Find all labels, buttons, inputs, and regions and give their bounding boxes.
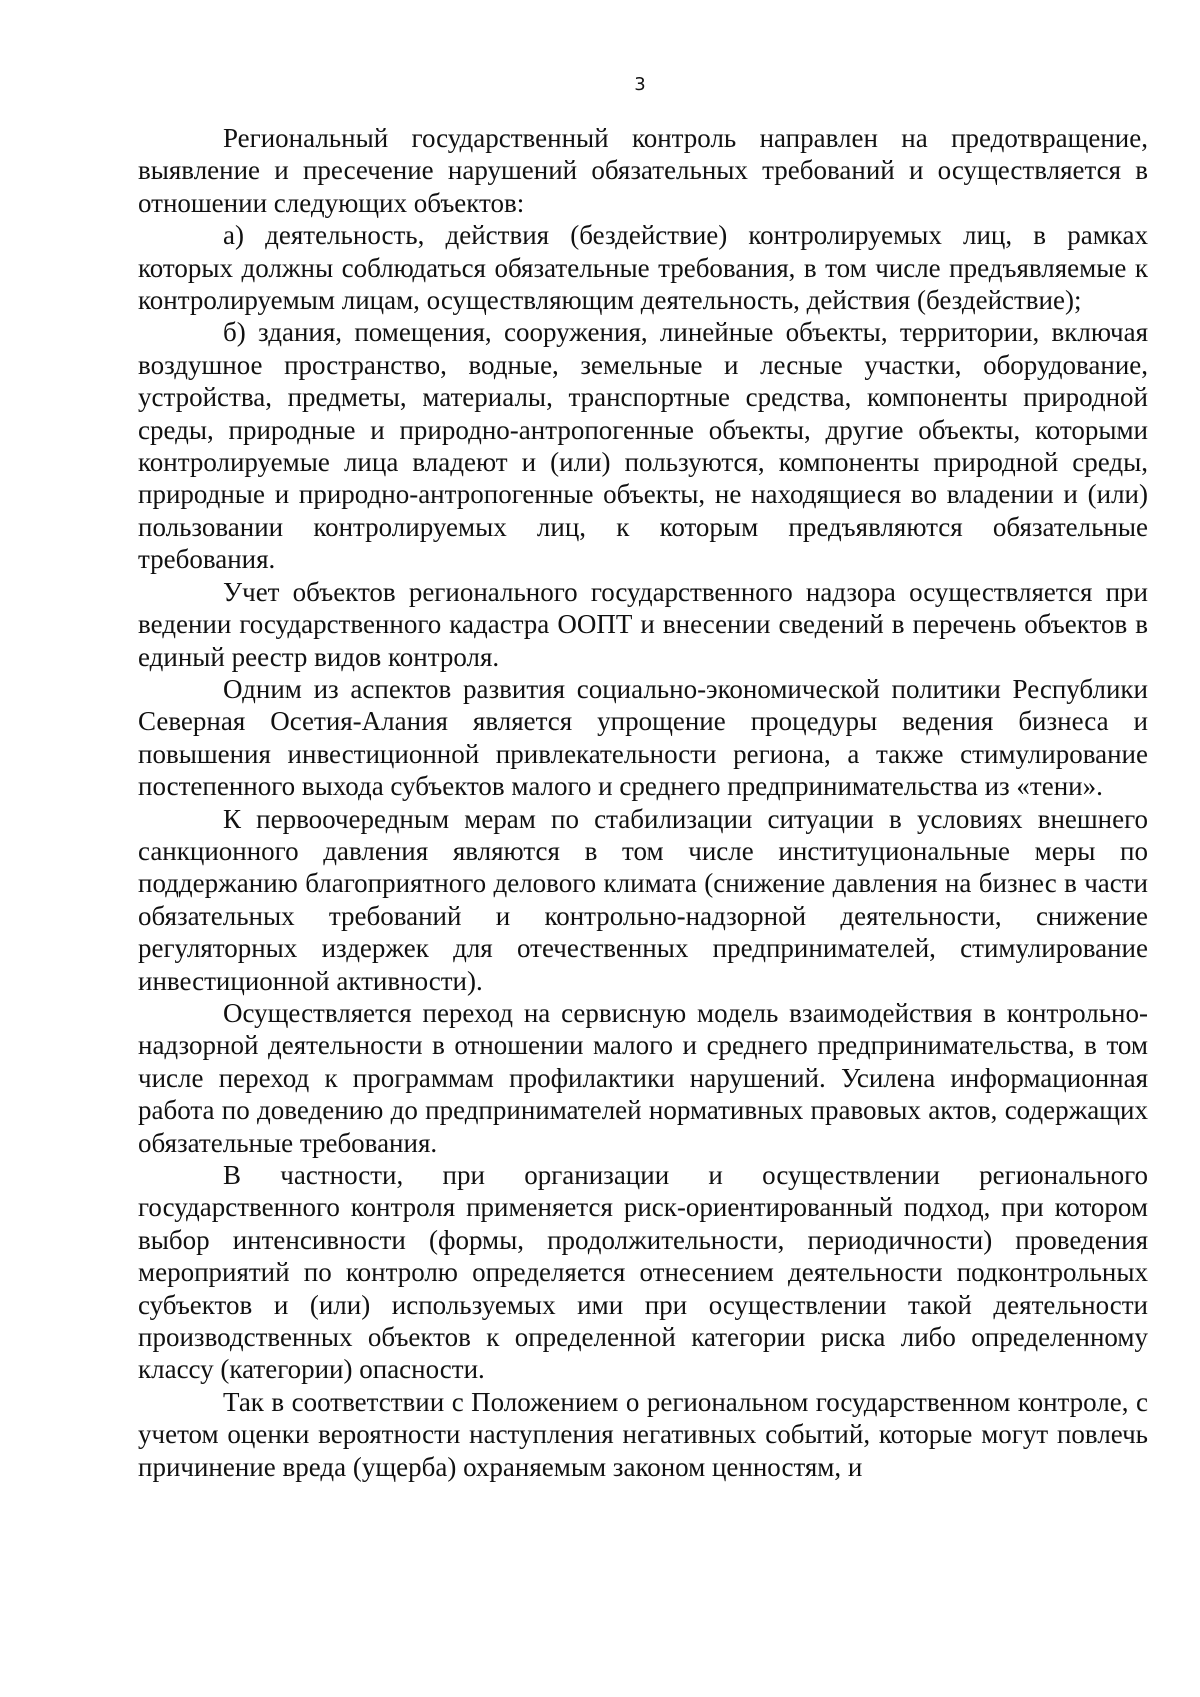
paragraph-objects-registry: Учет объектов регионального государственного надзора осуществляется при ведении государственного кадастра ООПТ и внесении сведений в перечень объектов в единый реестр видов контроля.: [138, 576, 1148, 672]
document-body: [138, 122, 1148, 1483]
paragraph-service-model: Осуществляется переход на сервисную модель взаимодействия в контрольно-надзорной деятельности в отношении малого и среднего предпринимательства, в том числе переход к программам профилактики нарушений. Усилена информационная работа по доведению до предпринимателей нормативных правовых актов, содержащих обязательные требования.: [138, 997, 1148, 1158]
paragraph-risk-approach: В частности, при организации и осуществлении регионального государственного контроля применяется риск-ориентированный подход, при котором выбор интенсивности (формы, продолжительности, периодичности) проведения мероприятий по контролю определяется отнесением деятельности подконтрольных субъектов и (или) используемых ими при осуществлении такой деятельности производственных объектов к определенной категории риска либо определенному классу (категории) опасности.: [138, 1160, 1148, 1385]
paragraph-scope: Региональный государственный контроль направлен на предотвращение, выявление и пресечение нарушений обязательных требований и осуществляется в отношении следующих объектов:: [138, 123, 1148, 218]
paragraph-priority-measures: К первоочередным мерам по стабилизации ситуации в условиях внешнего санкционного давления являются в том числе институциональные меры по поддержанию благоприятного делового климата (снижение давления на бизнес в части обязательных требований и контрольно-надзорной деятельности, снижение регуляторных издержек для отечественных предпринимателей, стимулирование инвестиционной активности).: [138, 803, 1148, 996]
paragraph-economic-policy: Одним из аспектов развития социально-экономической политики Республики Северная Осетия-Алания является упрощение процедуры ведения бизнеса и повышения инвестиционной привлекательности региона, а также стимулирование постепенного выхода субъектов малого и среднего предпринимательства из «тени».: [138, 673, 1148, 802]
paragraph-item-b: б) здания, помещения, сооружения, линейные объекты, территории, включая воздушное пространство, водные, земельные и лесные участки, оборудование, устройства, предметы, материалы, транспортные средства, компоненты природной среды, природные и природно-антропогенные объекты, другие объекты, которыми контролируемые лица владеют и (или) пользуются, компоненты природной среды, природные и природно-антропогенные объекты, не находящиеся во владении и (или) пользовании контролируемых лиц, к которым предъявляются обязательные требования.: [138, 317, 1148, 575]
paragraph-regulation: Так в соответствии с Положением о региональном государственном контроле, с учетом оценки вероятности наступления негативных событий, которые могут повлечь причинение вреда (ущерба) охраняемым законом ценностям, и: [138, 1386, 1148, 1482]
page-number: 3: [634, 74, 646, 95]
paragraph-item-a: а) деятельность, действия (бездействие) контролируемых лиц, в рамках которых должны соблюдаться обязательные требования, в том числе предъявляемые к контролируемым лицам, осуществляющим деятельность, действия (бездействие);: [138, 220, 1148, 316]
